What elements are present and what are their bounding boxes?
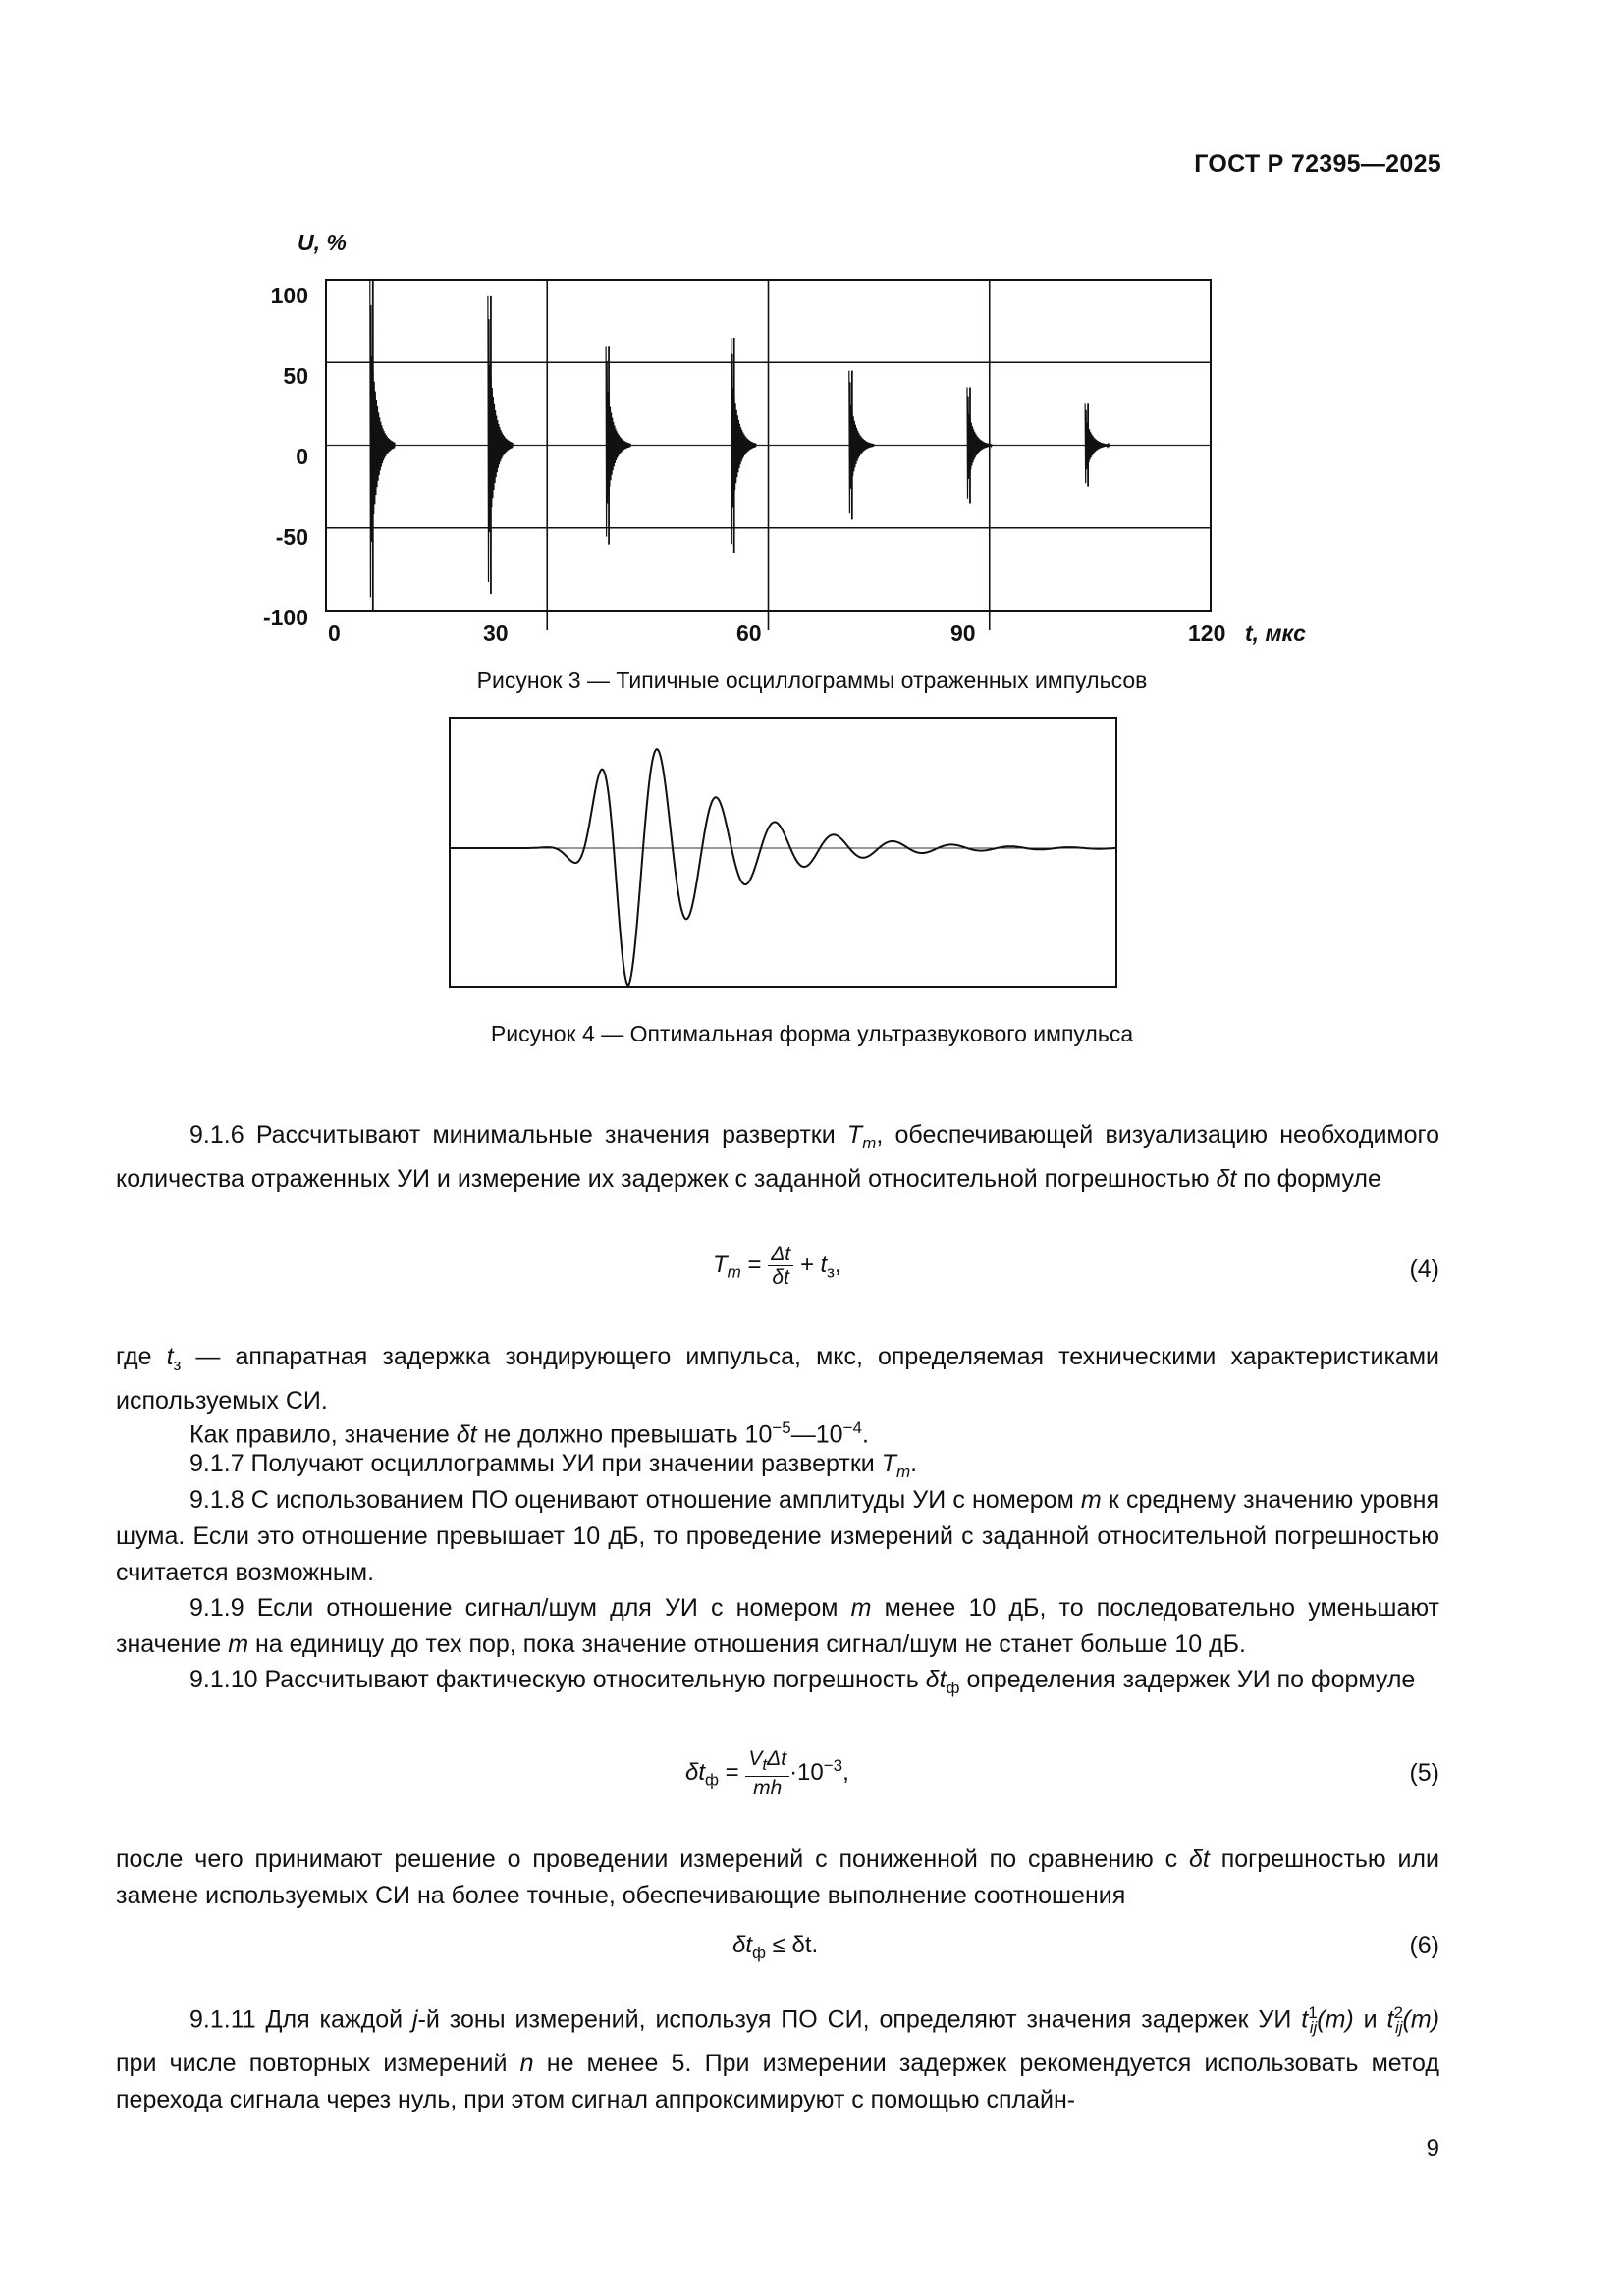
y-tick-0: 0 bbox=[296, 444, 308, 469]
document-header: ГОСТ Р 72395—2025 bbox=[1194, 150, 1441, 178]
equation-4-number: (4) bbox=[1409, 1255, 1439, 1283]
pulse-waveform bbox=[450, 749, 1116, 986]
figure4-caption: Рисунок 4 — Оптимальная форма ультразвукового импульса bbox=[490, 1021, 1134, 1046]
equation-5: $\delta t_ф$ = $\frac{V_t\Delta t}{mh}$ $\cdot 10^{-3}$, bbox=[685, 1747, 849, 1800]
paragraph-9-1-11: 9.1.11 Для каждой j-й зоны измерений, используя ПО СИ, определяют значения задержек УИ $t^1_{ij}(m)$ и $t^2_{ij}(m)$ при числе повторных измерений n не менее 5. При измерении задержек рекомендуется использовать метод перехода сигнала через нуль, при этом сигнал аппроксимируют с помощью сплайн- bbox=[116, 2003, 1439, 2114]
paragraph-9-1-7: 9.1.7 Получают осциллограммы УИ при значении развертки $T_m$. bbox=[189, 1450, 918, 1481]
y-tick-minus50: -50 bbox=[275, 524, 308, 550]
paragraph-9-1-6: 9.1.6 Рассчитывают минимальные значения развертки $T_m$, обеспечивающей визуализацию необходимого количества отраженных УИ и измерение их задержек с заданной относительной погрешностью δt по формуле bbox=[116, 1121, 1439, 1193]
paragraph-9-1-8: 9.1.8 С использованием ПО оценивают отношение амплитуды УИ с номером m к среднему значению уровня шума. Если это отношение превышает 10 дБ, то проведение измерений с заданной относительной погрешностью считается возможным. bbox=[116, 1486, 1439, 1586]
pulse-frame bbox=[450, 718, 1116, 987]
x-tick-60: 60 bbox=[736, 620, 762, 646]
x-tick-90: 90 bbox=[950, 620, 976, 646]
y-tick-100: 100 bbox=[270, 283, 308, 308]
y-tick-minus100: -100 bbox=[262, 605, 308, 630]
x-tick-30: 30 bbox=[483, 620, 509, 646]
oscillogram-chart bbox=[314, 265, 1218, 638]
paragraph-rule: Как правило, значение δt не должно превышать $10^{-5}—10^{-4}$. bbox=[189, 1418, 869, 1449]
equation-5-number: (5) bbox=[1409, 1759, 1439, 1787]
x-tick-0: 0 bbox=[328, 620, 341, 646]
y-tick-50: 50 bbox=[283, 363, 308, 389]
y-axis-label: U, % bbox=[298, 230, 347, 255]
paragraph-9-1-10: 9.1.10 Рассчитывают фактическую относительную погрешность $\delta t_ф$ определения задержек УИ по формуле bbox=[189, 1666, 1416, 1697]
pulse-shape-chart bbox=[447, 712, 1119, 991]
equation-6: $\delta t_ф \le \delta t$. bbox=[732, 1932, 819, 1962]
page-number: 9 bbox=[1426, 2135, 1439, 2162]
paragraph-9-1-9: 9.1.9 Если отношение сигнал/шум для УИ с номером m менее 10 дБ, то последовательно уменьшают значение m на единицу до тех пор, пока значение отношения сигнал/шум не станет больше 10 дБ. bbox=[116, 1594, 1440, 1658]
equation-4: $T_m$ = $\frac{\Delta t}{\delta t}$ + $t_з$, bbox=[713, 1243, 841, 1289]
equation-6-number: (6) bbox=[1409, 1932, 1439, 1959]
paragraph-where: где $t_з$ — аппаратная задержка зондирующего импульса, мкс, определяемая техническими характеристиками используемых СИ. bbox=[116, 1343, 1439, 1415]
figure3-caption: Рисунок 3 — Типичные осциллограммы отраженных импульсов bbox=[476, 667, 1148, 693]
paragraph-after-5: после чего принимают решение о проведении измерений с пониженной по сравнению с δt погрешностью или замене используемых СИ на более точные, обеспечивающие выполнение соотношения bbox=[116, 1845, 1439, 1909]
x-tick-120: 120 bbox=[1188, 620, 1226, 646]
x-axis-label: t, мкс bbox=[1245, 620, 1306, 646]
